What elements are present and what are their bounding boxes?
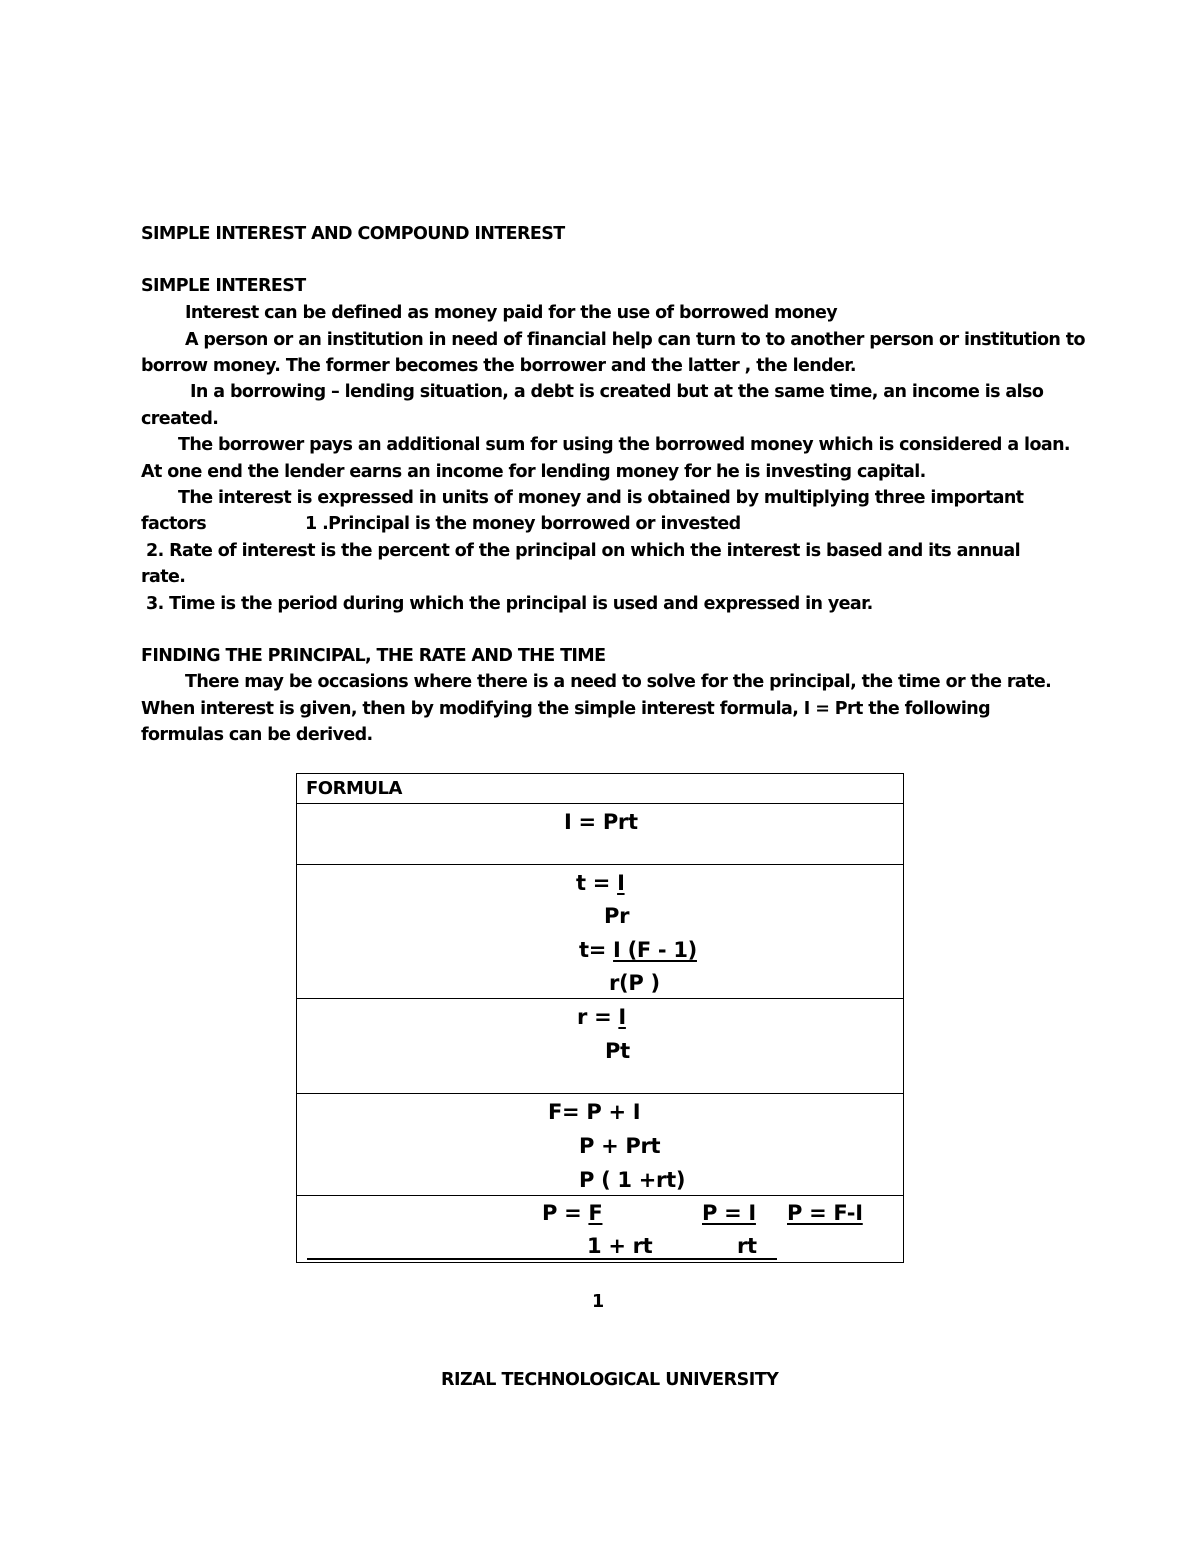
formula-principal-alt1: P = I [702, 1201, 756, 1225]
formula-principal-denominator: 1 + rt [587, 1234, 653, 1258]
list-item-rate: 2. Rate of interest is the percent of the principal on which the interest is based and its annual [146, 541, 1021, 561]
formula-future-line3: P ( 1 +rt) [579, 1168, 686, 1192]
page-number: 1 [592, 1292, 604, 1312]
paragraph-line: At one end the lender earns an income for lending money for he is investing capital. [141, 462, 926, 482]
fraction-underline-rule [307, 1258, 777, 1260]
formula-table-header: FORMULA [306, 778, 402, 799]
formula-row-principal [297, 1196, 903, 1262]
paragraph-line: borrow money. The former becomes the borrower and the latter , the lender. [141, 356, 856, 376]
paragraph-line: Interest can be defined as money paid for the use of borrowed money [185, 303, 838, 323]
formula-time-numerator: I [617, 871, 625, 895]
formula-rate-lhs: r = I [577, 1005, 626, 1029]
formula-time-alt-numerator: I (F - 1) [613, 938, 697, 962]
formula-rate-numerator: I [618, 1005, 626, 1029]
paragraph-line: In a borrowing – lending situation, a debt is created but at the same time, an income is also [190, 382, 1044, 402]
formula-row-future-value [297, 1094, 903, 1196]
formula-principal-alt1-denominator: rt [737, 1234, 757, 1258]
formula-row-interest [297, 804, 903, 865]
formula-principal-alt2: P = F-I [787, 1201, 863, 1225]
formula-principal-lhs: P = F [542, 1201, 603, 1225]
formula-future-line2: P + Prt [579, 1134, 661, 1158]
list-item-time: 3. Time is the period during which the principal is used and expressed in year. [146, 594, 873, 614]
document-title: SIMPLE INTEREST AND COMPOUND INTEREST [141, 224, 565, 244]
formula-row-rate [297, 999, 903, 1094]
paragraph-line: When interest is given, then by modifying the simple interest formula, I = Prt the following [141, 699, 991, 719]
formula-time-alt-denominator: r(P ) [609, 971, 660, 995]
formula-interest: I = Prt [564, 810, 638, 834]
paragraph-line: rate. [141, 567, 186, 587]
paragraph-line: formulas can be derived. [141, 725, 373, 745]
formula-principal-numerator: F [588, 1201, 603, 1225]
section-heading-finding: FINDING THE PRINCIPAL, THE RATE AND THE TIME [141, 646, 606, 666]
paragraph-line: The interest is expressed in units of money and is obtained by multiplying three important [178, 488, 1024, 508]
formula-row-time [297, 865, 903, 999]
formula-table-header-row [297, 774, 903, 804]
paragraph-line: created. [141, 409, 219, 429]
footer-institution: RIZAL TECHNOLOGICAL UNIVERSITY [441, 1370, 779, 1390]
paragraph-line: There may be occasions where there is a need to solve for the principal, the time or the rate. [185, 672, 1052, 692]
paragraph-line: factors [141, 514, 207, 534]
formula-rate-denominator: Pt [605, 1039, 630, 1063]
formula-time-denominator: Pr [604, 904, 630, 928]
paragraph-line: A person or an institution in need of financial help can turn to to another person or institution to [185, 330, 1085, 350]
formula-future-line1: F= P + I [548, 1100, 641, 1124]
formula-time-lhs: t = I [576, 871, 625, 895]
paragraph-line: The borrower pays an additional sum for using the borrowed money which is considered a loan. [178, 435, 1070, 455]
formula-time-alt-lhs: t= I (F - 1) [579, 938, 697, 962]
list-item-principal: 1 .Principal is the money borrowed or invested [305, 514, 741, 534]
section-heading-simple-interest: SIMPLE INTEREST [141, 276, 306, 296]
formula-table [296, 773, 904, 1263]
